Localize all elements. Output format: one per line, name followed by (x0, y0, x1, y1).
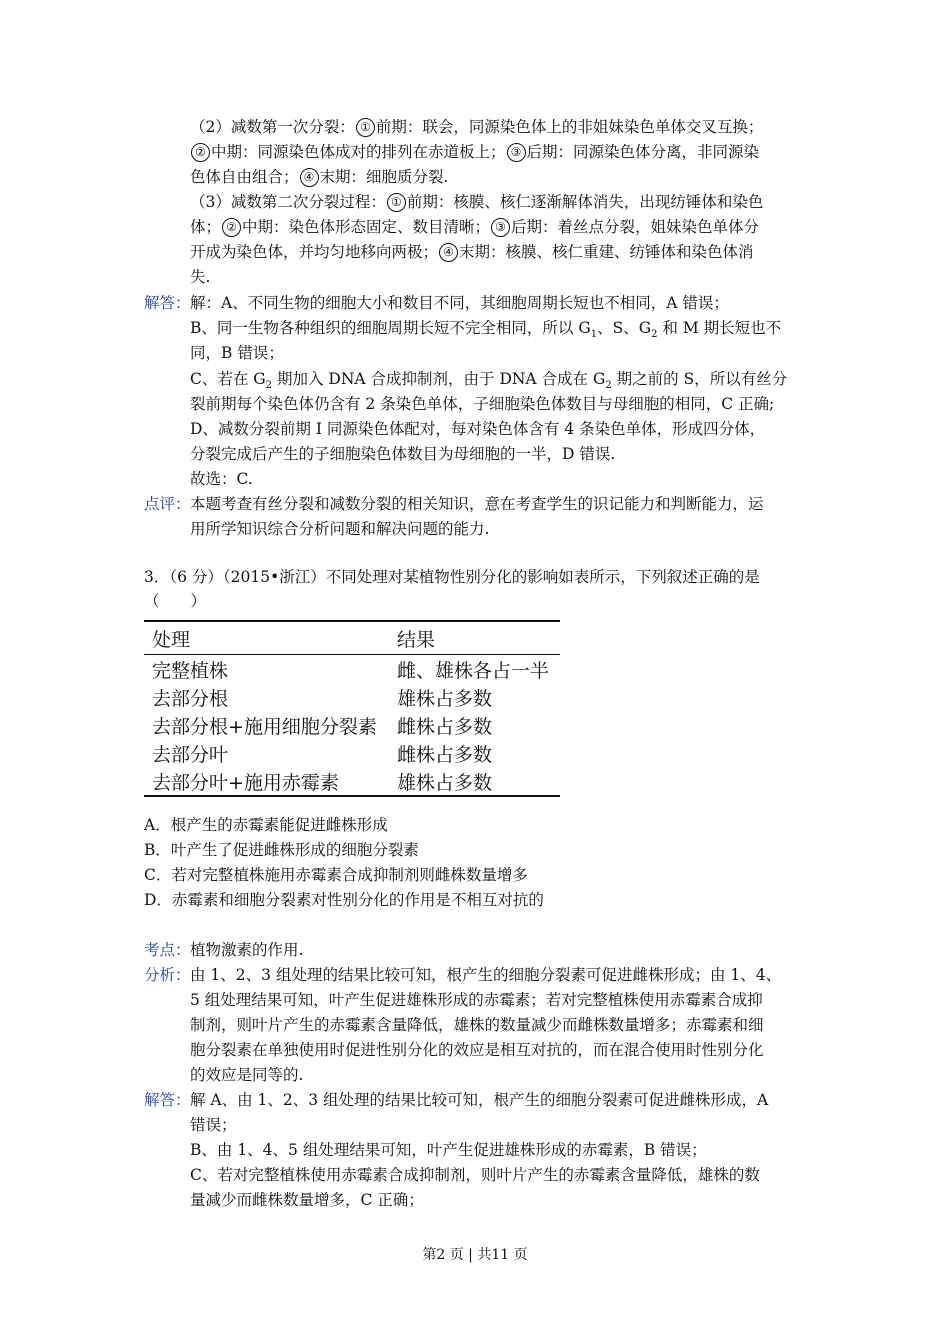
text: 体； (190, 218, 222, 236)
text: 后期：同源染色体分离，非同源染 (526, 143, 760, 161)
circled-number-1: ① (387, 193, 406, 212)
analysis-line-1: 由 1、2、3 组处理的结果比较可知，根产生的细胞分裂素可促进雌株形成；由 1、4、 (190, 966, 782, 984)
text: 、S、G (597, 319, 652, 337)
analysis-paragraph-2-line-2 (190, 141, 759, 163)
question-3-stem: 3．（6 分）（2015•浙江）不同处理对某植物性别分化的影响如表所示，下列叙述正确的是 (144, 568, 760, 586)
analysis-paragraph-2-line-3 (190, 166, 448, 188)
solution-line-3: B、由 1、4、5 组处理结果可知，叶产生促进雄株形成的赤霉素，B 错误； (190, 1141, 707, 1159)
answer-label: 解答： (144, 294, 191, 312)
circled-number-3: ③ (491, 218, 510, 237)
text: （2）减数第一次分裂： (190, 118, 355, 136)
circled-number-3: ③ (507, 143, 526, 162)
comment-line-1: 本题考查有丝分裂和减数分裂的相关知识，意在考查学生的识记能力和判断能力，运 (190, 495, 764, 513)
table-row (144, 767, 560, 796)
table-row (144, 739, 560, 767)
solution-label: 解答： (144, 1091, 191, 1109)
text: 色体自由组合； (190, 168, 299, 186)
subscript: 2 (651, 329, 658, 341)
analysis-line-4: 胞分裂素在单独使用时促进性别分化的效应是相互对抗的，而在混合使用时性别分化 (190, 1041, 764, 1059)
table-cell-result: 雌、雄株各占一半 (397, 659, 550, 682)
text: 前期：联会，同源染色体上的非姐妹染色单体交叉互换； (375, 118, 764, 136)
table-row (144, 655, 560, 684)
topic-text: 植物激素的作用. (190, 941, 304, 959)
page-footer: 第2 页 | 共11 页 (422, 1247, 528, 1263)
comment-label: 点评： (144, 495, 191, 513)
table-cell-treatment: 完整植株 (152, 659, 229, 682)
topic-label: 考点： (144, 941, 191, 959)
text: 末期：核膜、核仁重建、纺锤体和染色体消 (459, 243, 754, 261)
text: 和 M 期长短也不 (657, 319, 782, 337)
table-header-row (144, 621, 560, 655)
table-cell-treatment: 去部分根 (152, 687, 229, 710)
solution-line-1: 解 A、由 1、2、3 组处理的结果比较可知，根产生的细胞分裂素可促进雌株形成，A (190, 1091, 769, 1109)
comment-line-2: 用所学知识综合分析问题和解决问题的能力. (190, 520, 490, 538)
table-row (144, 711, 560, 739)
table-row (144, 683, 560, 711)
subscript: 2 (265, 380, 273, 392)
analysis-line-5: 的效应是同等的. (190, 1066, 304, 1084)
answer-line-1: 解：A、不同生物的细胞大小和数目不同，其细胞周期长短也不相同，A 错误； (190, 294, 729, 312)
solution-line-4: C、若对完整植株使用赤霉素合成抑制剂，则叶片产生的赤霉素含量降低，雄株的数 (190, 1166, 760, 1184)
circled-number-2: ② (222, 218, 241, 237)
text: 中期：同源染色体成对的排列在赤道板上； (211, 143, 506, 161)
text: B、同一生物各种组织的细胞周期长短不完全相同，所以 G (190, 319, 591, 337)
analysis-paragraph-3-line-1 (190, 191, 763, 213)
text: 末期：细胞质分裂. (319, 168, 449, 186)
text: C、若在 G (190, 370, 266, 388)
text: （3）减数第二次分裂过程： (190, 193, 386, 211)
answer-line-6: D、减数分裂前期 I 同源染色体配对，每对染色体含有 4 条染色单体，形成四分体， (190, 420, 766, 438)
table-header-treatment: 处理 (152, 628, 191, 651)
text: 期加入 DNA 合成抑制剂，由于 DNA 合成在 G (272, 370, 606, 388)
circled-number-1: ① (356, 118, 375, 137)
table-header-result: 结果 (397, 628, 436, 651)
circled-number-4: ④ (300, 168, 319, 187)
analysis-label: 分析： (144, 966, 191, 984)
answer-line-5: 裂前期每个染色体仍含有 2 条染色单体，子细胞染色体数目与母细胞的相同，C 正确; (190, 395, 775, 413)
answer-line-8: 故选：C. (190, 470, 253, 488)
text: 前期：核膜、核仁逐渐解体消失，出现纺锤体和染色 (406, 193, 764, 211)
option-a: A．根产生的赤霉素能促进雌株形成 (144, 816, 388, 834)
answer-line-3: 同，B 错误； (190, 344, 284, 362)
subscript: 1 (590, 329, 598, 341)
circled-number-2: ② (191, 143, 210, 162)
analysis-paragraph-3-line-4: 失. (190, 268, 211, 286)
table-cell-treatment: 去部分叶 (152, 743, 229, 766)
table-cell-result: 雄株占多数 (397, 687, 493, 710)
solution-line-5: 量减少而雌株数量增多，C 正确； (190, 1191, 424, 1209)
text: 期之前的 S，所以有丝分 (611, 370, 788, 388)
option-d: D．赤霉素和细胞分裂素对性别分化的作用是不相互对抗的 (144, 891, 544, 909)
text: 开成为染色体，并均匀地移向两极； (190, 243, 439, 261)
table-cell-result: 雌株占多数 (397, 743, 493, 766)
table-cell-treatment: 去部分叶+施用赤霉素 (152, 771, 339, 794)
table-cell-result: 雌株占多数 (397, 715, 493, 738)
analysis-paragraph-2-line-1 (190, 116, 763, 138)
circled-number-4: ④ (439, 243, 458, 262)
answer-line-7: 分裂完成后产生的子细胞染色体数目为母细胞的一半，D 错误. (190, 445, 616, 463)
subscript: 2 (605, 380, 612, 392)
analysis-line-3: 制剂，则叶片产生的赤霉素含量降低，雄株的数量减少而雌株数量增多；赤霉素和细 (190, 1016, 764, 1034)
analysis-paragraph-3-line-3 (190, 241, 754, 263)
text: 后期：着丝点分裂，姐妹染色单体分 (511, 218, 760, 236)
table-cell-result: 雄株占多数 (397, 771, 493, 794)
option-b: B．叶产生了促进雌株形成的细胞分裂素 (144, 841, 419, 859)
treatment-result-table (144, 620, 560, 797)
option-c: C．若对完整植株施用赤霉素合成抑制剂则雌株数量增多 (144, 866, 528, 884)
question-3-blank: （ ） (144, 592, 207, 610)
analysis-line-2: 5 组处理结果可知，叶产生促进雄株形成的赤霉素；若对完整植株使用赤霉素合成抑 (190, 991, 763, 1009)
text: 中期：染色体形态固定、数目清晰； (242, 218, 491, 236)
table-cell-treatment: 去部分根+施用细胞分裂素 (152, 715, 377, 738)
solution-line-2: 错误； (190, 1116, 237, 1134)
analysis-paragraph-3-line-2 (190, 216, 759, 238)
